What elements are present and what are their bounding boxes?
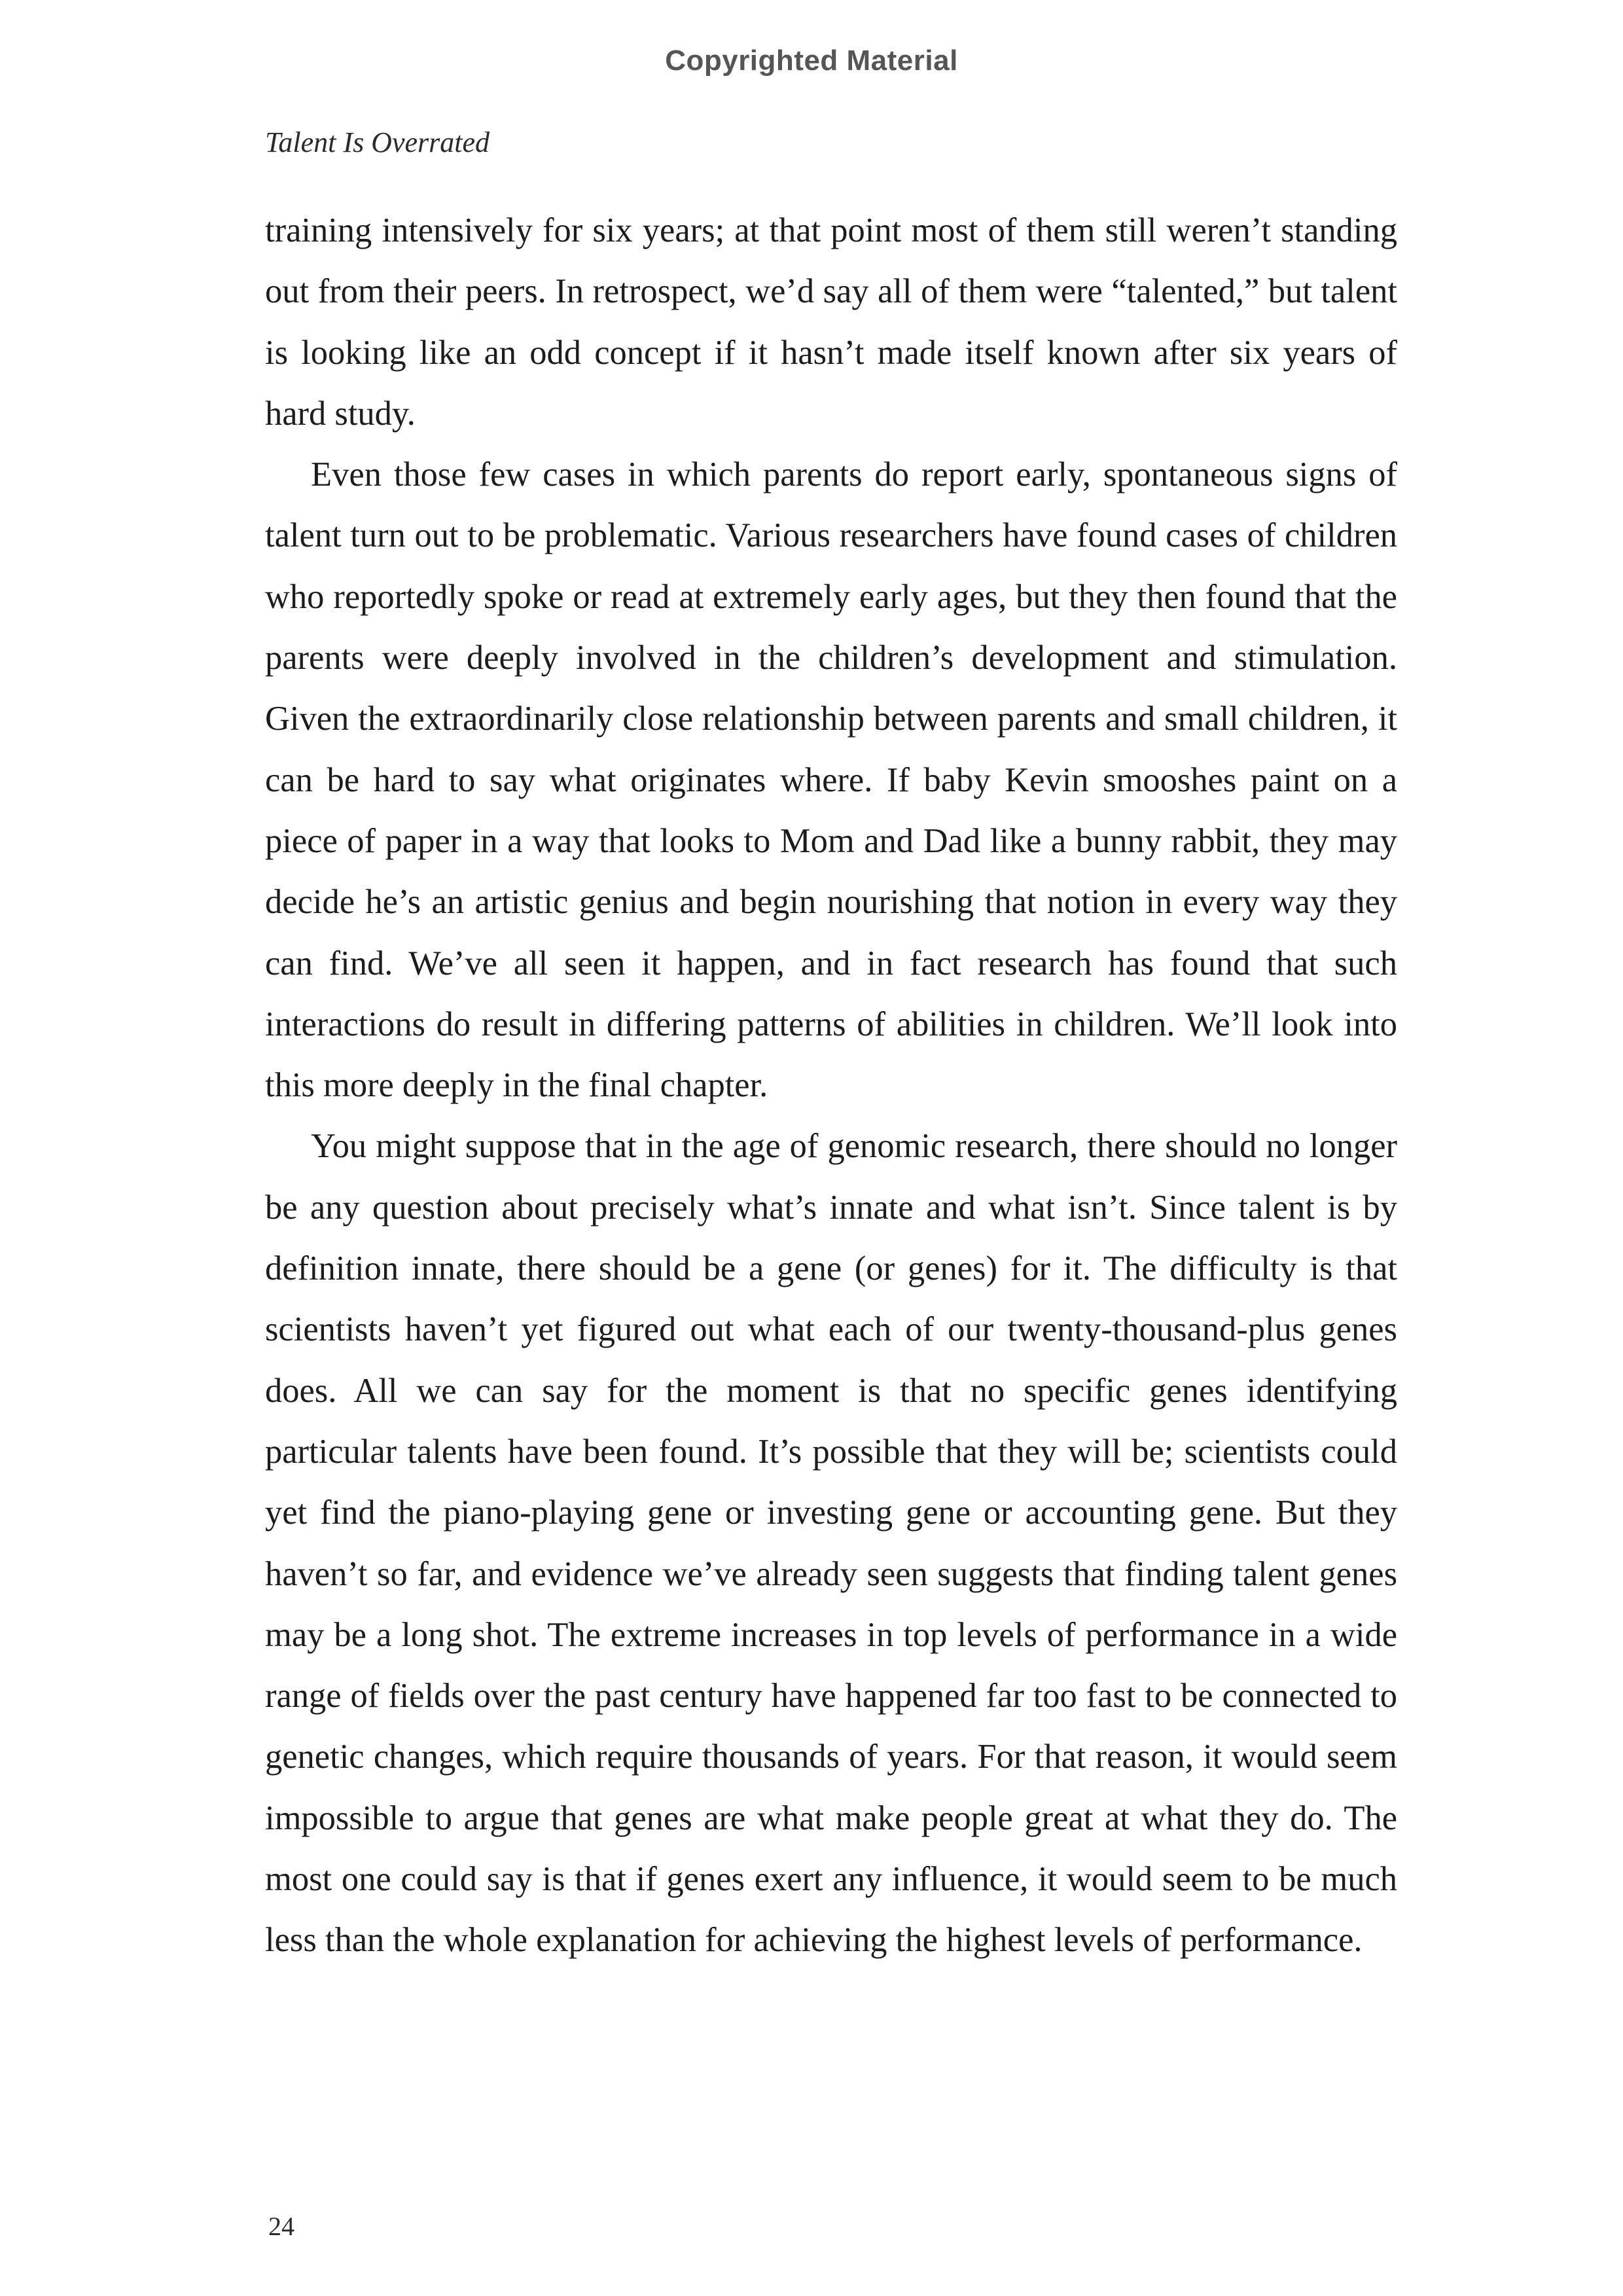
paragraph-1: training intensively for six years; at that point most of them still weren’t standing out from their peers. In retrospect, we’d say all of them were “talented,” but talent is looking like an odd concept if it hasn’t made itself known after six years of hard study. — [265, 211, 1397, 433]
paragraph-3: You might suppose that in the age of genomic research, there should no longer be any question about precisely what’s innate and what isn’t. Since talent is by definition innate, there should be a gene (or genes) for it. The difficulty is that scientists haven’t yet figured out what each of our twenty-thousand-plus genes does. All we can say for the moment is that no specific genes identifying particular talents have been found. It’s possible that they will be; scientists could yet find the piano-playing gene or investing gene or accounting gene. But they haven’t so far, and evidence we’ve already seen suggests that finding talent genes may be a long shot. The extreme increases in top levels of performance in a wide range of fields over the past century have happened far too fast to be connected to genetic changes, which require thousands of years. For that reason, it would seem impossible to argue that genes are what make people great at what they do. The most one could say is that if genes exert any influence, it would seem to be much less than the whole explanation for achieving the highest levels of performance. — [265, 1127, 1397, 1960]
copyright-watermark: Copyrighted Material — [665, 45, 958, 77]
body-text — [265, 200, 1397, 1971]
paragraph-2: Even those few cases in which parents do report early, spontaneous signs of talent turn out to be problematic. Various researchers have found cases of children who reportedly spoke or read at extremely early ages, but they then found that the parents were deeply involved in the children’s development and stimulation. Given the extraordinarily close relationship between parents and small children, it can be hard to say what originates where. If baby Kevin smooshes paint on a piece of paper in a way that looks to Mom and Dad like a bunny rabbit, they may decide he’s an artistic genius and begin nourishing that notion in every way they can find. We’ve all seen it happen, and in fact research has found that such interactions do result in differing patterns of abilities in children. We’ll look into this more deeply in the final chapter. — [265, 456, 1397, 1105]
page-number: 24 — [268, 2212, 294, 2241]
running-head: Talent Is Overrated — [265, 126, 490, 158]
